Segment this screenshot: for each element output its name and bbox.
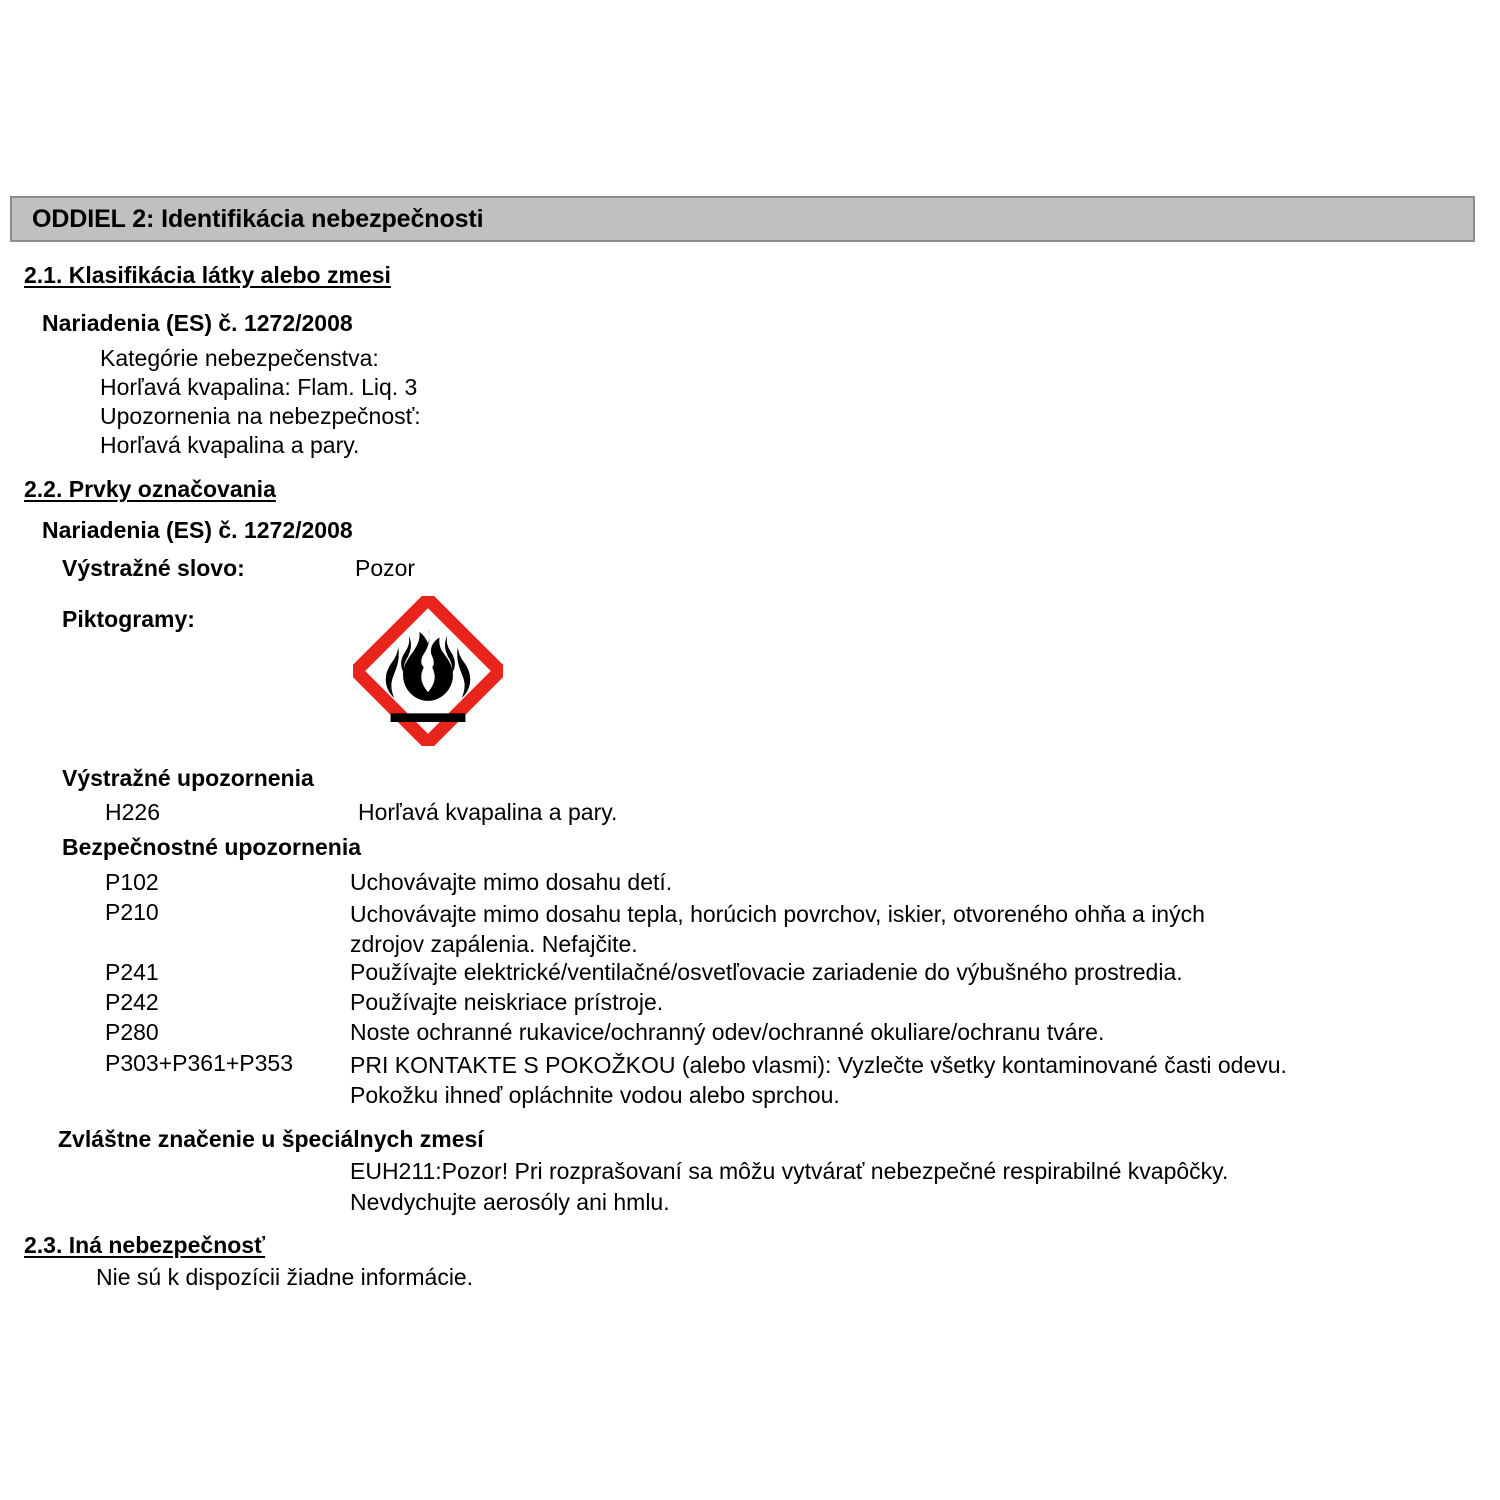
pictograms-label: Piktogramy:	[62, 606, 195, 632]
precautionary-statement-code: P303+P361+P353	[105, 1050, 294, 1076]
precautionary-statement-code: P241	[105, 959, 159, 985]
precautionary-statement-text: PRI KONTAKTE S POKOŽKOU (alebo vlasmi): Vyzlečte všetky kontaminované časti odevu. Pokožku ihneď opláchnite vodou alebo sprchou.	[350, 1052, 1287, 1108]
subsection-2-2-heading: 2.2. Prvky označovania	[24, 476, 276, 502]
hazard-statement-label: Upozornenia na nebezpečnosť:	[100, 403, 421, 429]
subsection-2-3-text: Nie sú k dispozícii žiadne informácie.	[96, 1264, 474, 1290]
special-labelling-text: EUH211:Pozor! Pri rozprašovaní sa môžu vytvárať nebezpečné respirabilné kvapôčky. Nevdychujte aerosóly ani hmlu.	[350, 1158, 1229, 1215]
hazard-statement-text: Horľavá kvapalina a pary.	[358, 799, 618, 825]
precautionary-statement-code: P102	[105, 869, 159, 895]
section-header-title: ODDIEL 2: Identifikácia nebezpečnosti	[32, 204, 484, 233]
hazard-statements-heading: Výstražné upozornenia	[62, 765, 314, 791]
subsection-2-1-heading: 2.1. Klasifikácia látky alebo zmesi	[24, 262, 391, 288]
precautionary-statement-text: Noste ochranné rukavice/ochranný odev/ochranné okuliare/ochranu tváre.	[350, 1019, 1105, 1045]
signal-word-value: Pozor	[355, 555, 416, 581]
subsection-2-2-regulation: Nariadenia (ES) č. 1272/2008	[42, 517, 353, 543]
section-header-bar	[10, 196, 1475, 242]
precautionary-statement-code: P242	[105, 989, 159, 1015]
hazard-statement-value: Horľavá kvapalina a pary.	[100, 432, 360, 458]
ghs02-flame-icon	[353, 596, 503, 746]
hazard-category-label: Kategórie nebezpečenstva:	[100, 345, 379, 371]
precautionary-statements-heading: Bezpečnostné upozornenia	[62, 834, 362, 860]
precautionary-statement-code: P280	[105, 1019, 159, 1045]
precautionary-statement-code: P210	[105, 899, 159, 925]
subsection-2-1-regulation: Nariadenia (ES) č. 1272/2008	[42, 310, 353, 336]
ghs02-flame-pictogram	[353, 596, 503, 746]
subsection-2-3-heading: 2.3. Iná nebezpečnosť	[24, 1232, 266, 1258]
precautionary-statement-text: Používajte elektrické/ventilačné/osvetľovacie zariadenie do výbušného prostredia.	[350, 959, 1183, 985]
precautionary-statement-text: Uchovávajte mimo dosahu detí.	[350, 869, 673, 895]
hazard-category-value: Horľavá kvapalina: Flam. Liq. 3	[100, 374, 418, 400]
special-labelling-heading: Zvláštne značenie u špeciálnych zmesí	[58, 1126, 484, 1152]
signal-word-label: Výstražné slovo:	[62, 555, 245, 581]
precautionary-statement-text: Uchovávajte mimo dosahu tepla, horúcich povrchov, iskier, otvoreného ohňa a iných zdrojov zapálenia. Nefajčite.	[350, 901, 1205, 957]
precautionary-statement-text: Používajte neiskriace prístroje.	[350, 989, 664, 1015]
hazard-statement-code: H226	[105, 799, 160, 825]
